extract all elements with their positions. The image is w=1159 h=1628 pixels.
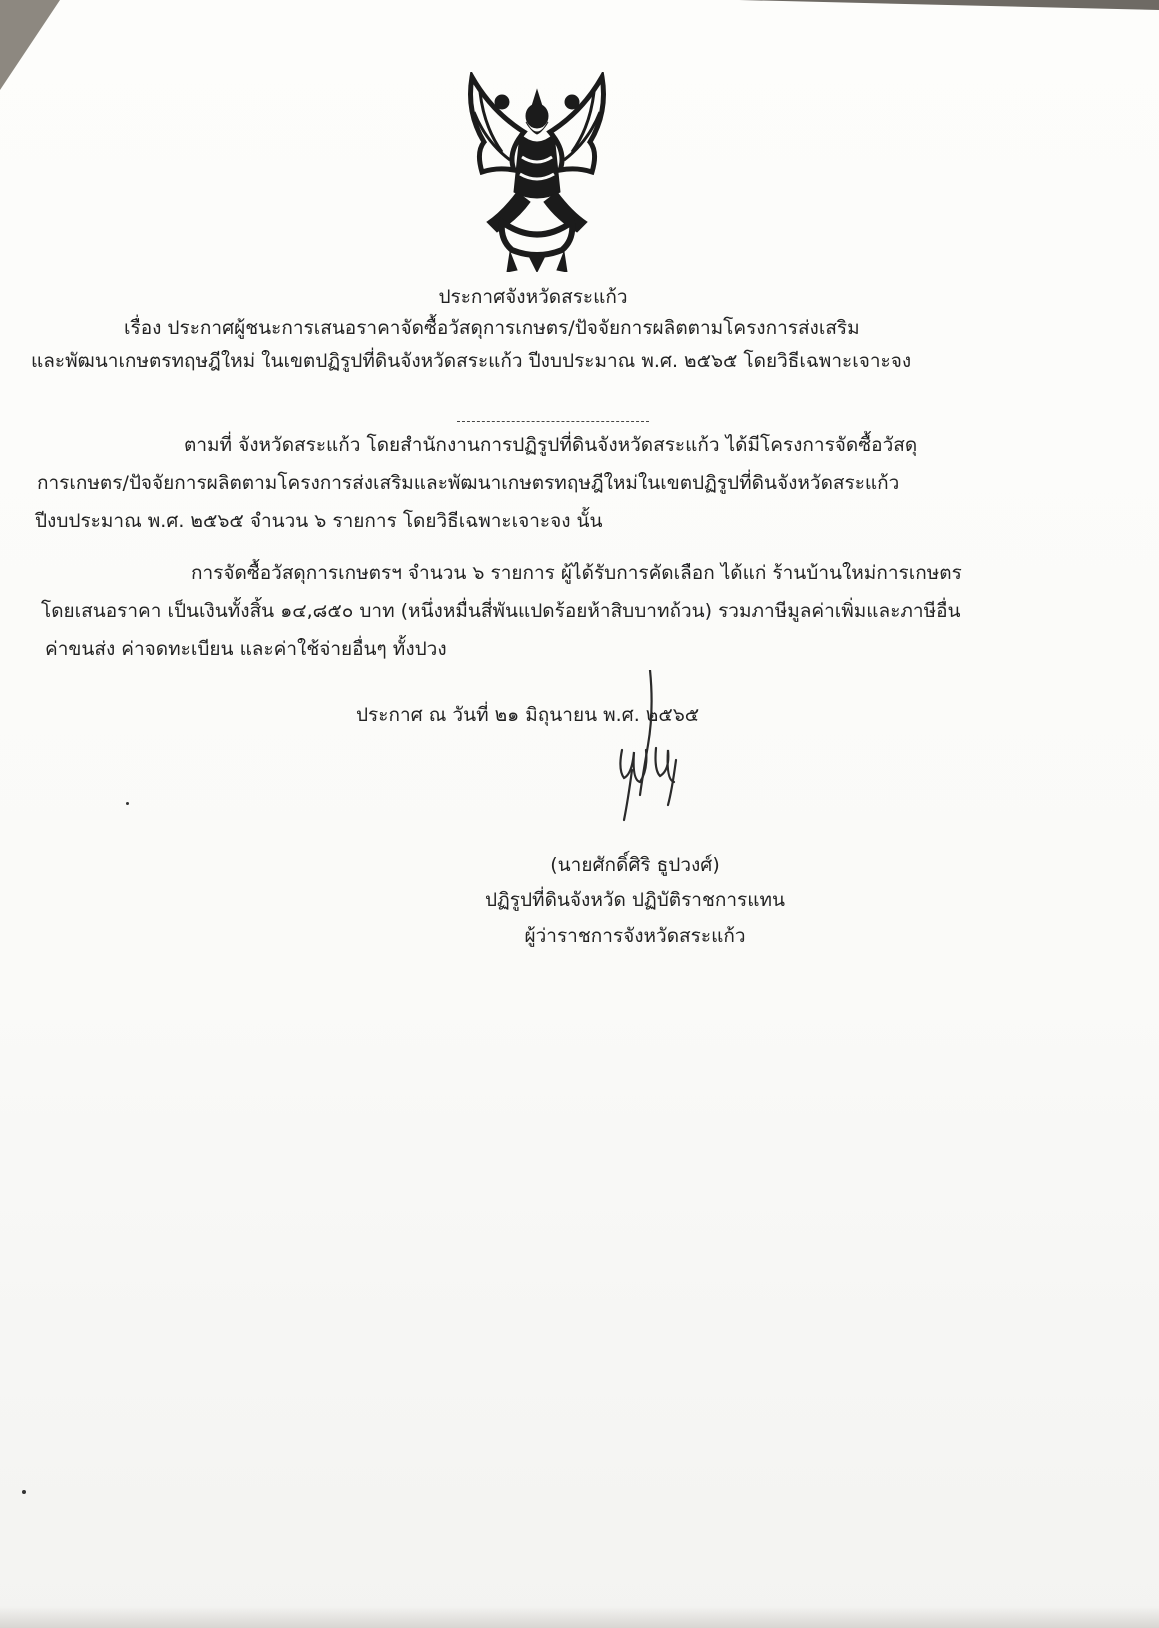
subject-line-1: เรื่อง ประกาศผู้ชนะการเสนอราคาจัดซื้อวัสดุการเกษตร/ปัจจัยการผลิตตามโครงการส่งเสริม: [124, 317, 860, 339]
paragraph2-line-1: การจัดซื้อวัสดุการเกษตรฯ จำนวน ๖ รายการ ผู้ได้รับการคัดเลือก ได้แก่ ร้านบ้านใหม่การเกษตร: [191, 562, 962, 584]
signatory-name: (นายศักดิ์ศิริ ธูปวงศ์): [550, 854, 720, 876]
document-title: ประกาศจังหวัดสระแก้ว: [438, 286, 628, 308]
page-edge-shadow: [739, 0, 1159, 10]
subject-line-2: และพัฒนาเกษตรทฤษฎีใหม่ ในเขตปฏิรูปที่ดินจังหวัดสระแก้ว ปีงบประมาณ พ.ศ. ๒๕๖๕ โดยวิธีเฉพาะเจาะจง: [31, 350, 912, 372]
paragraph2-line-3: ค่าขนส่ง ค่าจดทะเบียน และค่าใช้จ่ายอื่นๆ ทั้งปวง: [45, 638, 447, 660]
signatory-position: ปฏิรูปที่ดินจังหวัด ปฏิบัติราชการแทน: [484, 889, 786, 911]
paragraph1-line-3: ปีงบประมาณ พ.ศ. ๒๕๖๕ จำนวน ๖ รายการ โดยวิธีเฉพาะเจาะจง นั้น: [35, 510, 603, 532]
paragraph1-line-1: ตามที่ จังหวัดสระแก้ว โดยสำนักงานการปฏิรูปที่ดินจังหวัดสระแก้ว ได้มีโครงการจัดซื้อวัสดุ: [184, 434, 918, 456]
paragraph1-line-2: การเกษตร/ปัจจัยการผลิตตามโครงการส่งเสริมและพัฒนาเกษตรทฤษฎีใหม่ในเขตปฏิรูปที่ดินจังหวัดสระแก้ว: [37, 472, 900, 494]
paper-speck: [22, 1490, 26, 1494]
signature: [610, 670, 700, 840]
page-corner-shadow: [0, 0, 60, 90]
announcement-date: ประกาศ ณ วันที่ ๒๑ มิถุนายน พ.ศ. ๒๕๖๕: [356, 704, 700, 726]
paragraph2-line-2: โดยเสนอราคา เป็นเงินทั้งสิ้น ๑๔,๘๕๐ บาท (หนึ่งหมื่นสี่พันแปดร้อยห้าสิบบาทถ้วน) รวมภาษีมูลค่าเพิ่มและภาษีอื่น: [41, 600, 961, 622]
garuda-emblem: [462, 72, 612, 272]
signatory-position-2: ผู้ว่าราชการจังหวัดสระแก้ว: [524, 925, 746, 947]
title-divider: [457, 421, 649, 422]
paper-speck: [126, 802, 129, 805]
page-bottom-shadow: [0, 1606, 1159, 1628]
